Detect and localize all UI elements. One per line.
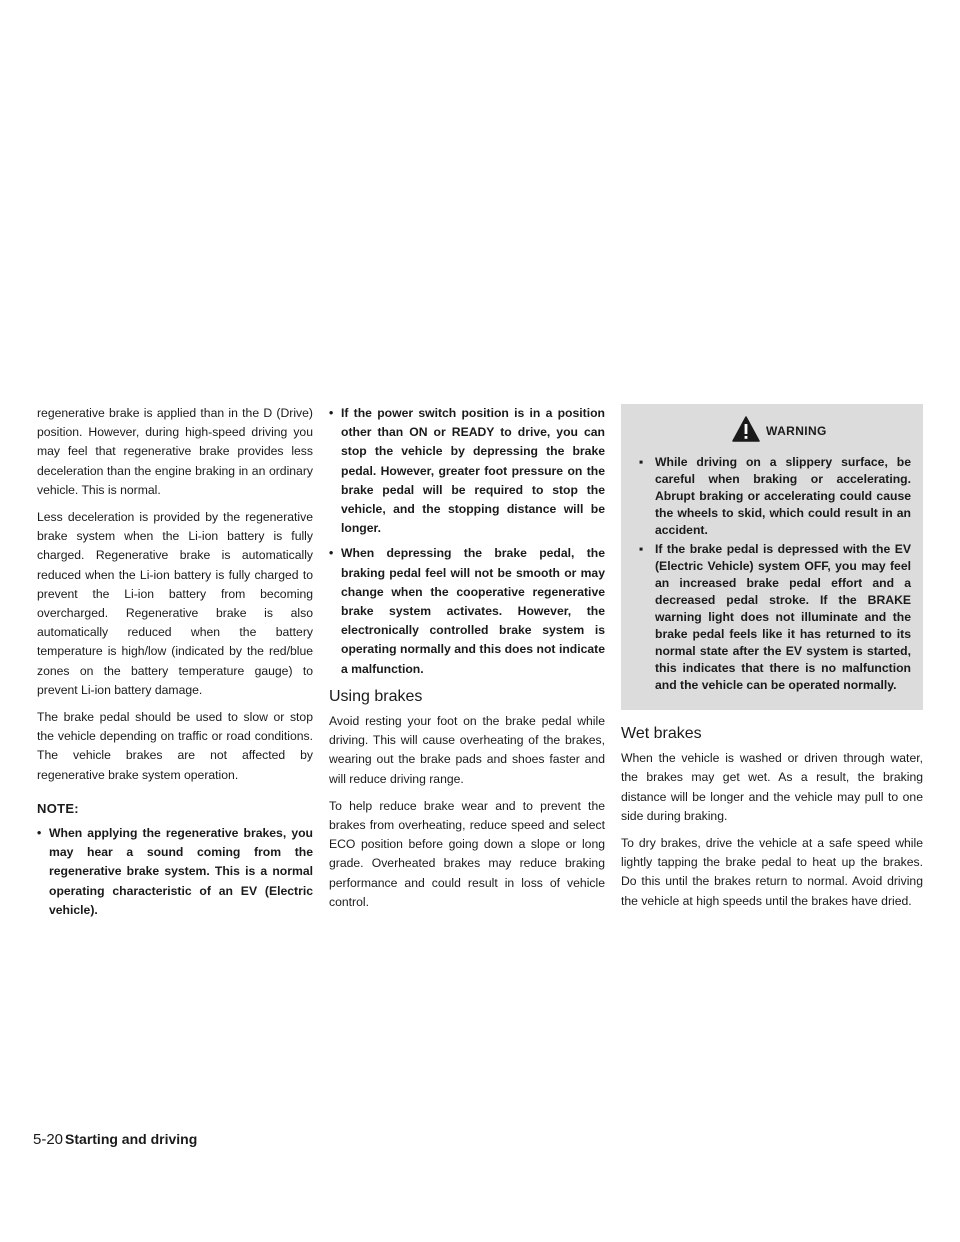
warning-item: ▪ If the brake pedal is depressed with the EV (Electric Vehicle) system OFF, you may feel an increased brake pedal effort and a decreased pedal stroke. If the BRAKE warning light does not illuminate and the brake pedal feels like it has returned to its normal state after the EV system is started, this indicates that there is no malfunction and the vehicle can be operated normally.: [633, 541, 911, 694]
page-number: 5-20: [33, 1131, 64, 1148]
warning-item: ▪ While driving on a slippery surface, be careful when braking or accelerating. Abrupt braking or accelerating could cause the wheels to skid, which could result in an accident.: [633, 454, 911, 539]
column-2: [329, 404, 605, 920]
paragraph: When the vehicle is washed or driven through water, the brakes may get wet. As a result, the braking distance will be longer and the vehicle may pull to one side during braking.: [621, 751, 923, 823]
paragraph: The brake pedal should be used to slow or stop the vehicle depending on traffic or road conditions. The vehicle brakes are not affected by regenerative brake system operation.: [37, 710, 313, 782]
note-list: [37, 824, 313, 920]
paragraph: To dry brakes, drive the vehicle at a safe speed while lightly tapping the brake pedal to heat up the brakes. Do this until the brakes return to normal. Avoid driving the vehicle at high speeds until the brakes have dried.: [621, 836, 923, 908]
page-footer: [33, 1131, 197, 1148]
warning-list: [633, 454, 911, 694]
paragraph: regenerative brake is applied than in the D (Drive) position. However, during high-speed driving you may feel that regenerative brake provides less deceleration than the engine braking in an ordinary vehicle. This is normal.: [37, 406, 313, 497]
note-item: • If the power switch position is in a position other than ON or READY to drive, you can stop the vehicle by depressing the brake pedal. However, greater foot pressure on the brake pedal will be required to stop the vehicle, and the stopping distance will be longer.: [329, 404, 605, 538]
note-title: NOTE:: [37, 800, 79, 816]
column-1: [37, 404, 313, 928]
chapter-title: Starting and driving: [65, 1131, 198, 1147]
paragraph: To help reduce brake wear and to prevent the brakes from overheating, reduce speed and select ECO position before going down a slope or long grade. Overheated brakes may reduce braking performance and could result in loss of vehicle control.: [329, 798, 605, 909]
warning-triangle-icon: [732, 416, 760, 442]
paragraph: Avoid resting your foot on the brake pedal while driving. This will cause overheating of the brakes, wearing out the brake pads and shoes faster and will reduce driving range.: [329, 714, 605, 786]
warning-header: [633, 414, 911, 454]
section-heading-wet-brakes: Wet brakes: [621, 725, 702, 742]
note-item: • When applying the regenerative brakes, you may hear a sound coming from the regenerative brake system. This is a normal operating characteristic of an EV (Electric vehicle).: [37, 824, 313, 920]
warning-title: WARNING: [766, 424, 827, 438]
note-item: • When depressing the brake pedal, the braking pedal feel will not be smooth or may change when the cooperative regenerative brake system activates. However, the electronically controlled brake system is operating normally and this does not indicate a malfunction.: [329, 544, 605, 678]
column-3: [621, 404, 923, 919]
note-list-continued: [329, 404, 605, 679]
section-heading-using-brakes: Using brakes: [329, 687, 423, 705]
paragraph: Less deceleration is provided by the regenerative brake system when the Li-ion battery is fully charged. Regenerative brake is automatically reduced when the Li-ion battery is fully charged to prevent the Li-ion battery from becoming overcharged. Regenerative brake is also automatically reduced when the battery temperature is high/low (indicated by the red/blue zones on the battery temperature gauge) to prevent Li-ion battery damage.: [37, 510, 313, 697]
warning-box: [621, 404, 923, 710]
